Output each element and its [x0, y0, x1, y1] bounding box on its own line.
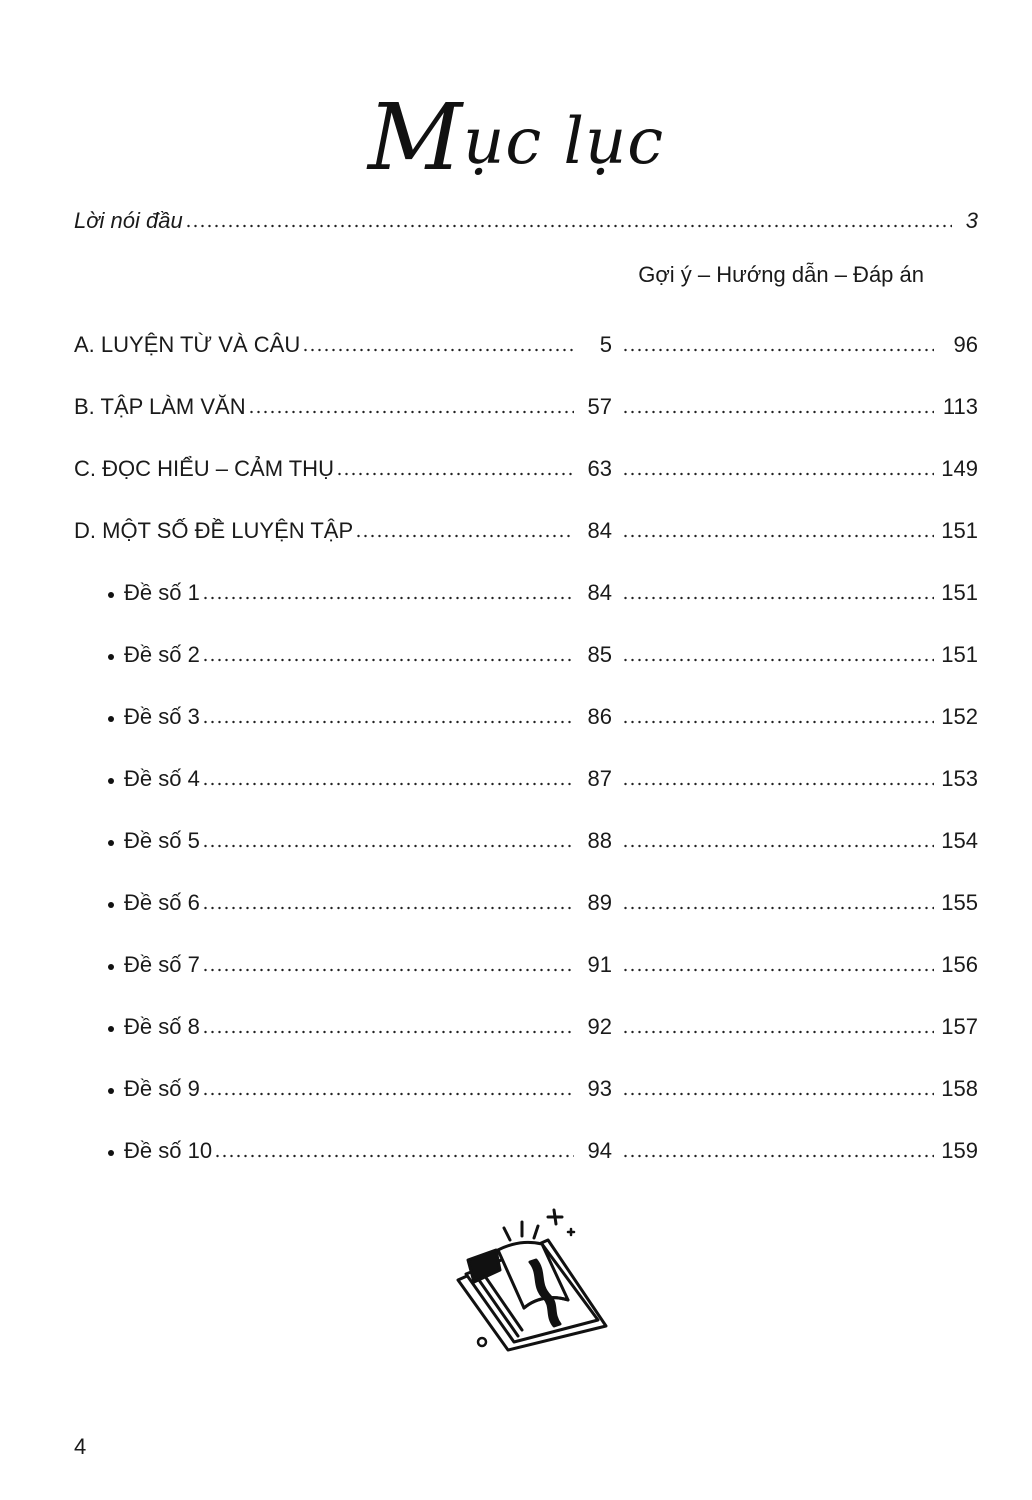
toc-page-number: 85 [587, 642, 612, 667]
toc-page-number: 91 [587, 952, 612, 977]
toc-label: B. TẬP LÀM VĂN [74, 394, 246, 419]
toc-page-number: 63 [587, 456, 612, 481]
dot-leader [622, 1029, 934, 1035]
bullet-item [74, 1076, 202, 1102]
dot-leader [622, 595, 934, 601]
toc-page-number: 94 [587, 1138, 612, 1163]
toc-sub-row[interactable] [74, 1004, 978, 1040]
dot-leader [622, 409, 934, 415]
dot-leader [622, 347, 934, 353]
toc-label: Đề số 4 [124, 766, 200, 791]
toc-answer-page-number: 156 [941, 952, 978, 977]
toc-row[interactable] [74, 446, 978, 482]
toc-label: Đề số 10 [124, 1138, 213, 1163]
toc-page-number: 86 [587, 704, 612, 729]
toc-answer-page-number: 151 [941, 580, 978, 605]
dot-leader [214, 1153, 574, 1159]
bullet-item [74, 952, 202, 978]
title-rest: ục lục [463, 105, 665, 179]
toc-answer-page-number: 96 [953, 332, 978, 357]
toc-row[interactable] [74, 508, 978, 544]
toc-answer-page-number: 153 [941, 766, 978, 791]
toc-answer-page-number: 113 [942, 394, 978, 419]
dot-leader [202, 843, 574, 849]
toc-page-number: 93 [587, 1076, 612, 1101]
dot-leader [202, 781, 574, 787]
dot-leader [336, 471, 574, 477]
toc-label: Đề số 2 [124, 642, 200, 667]
toc-answer-page-number: 151 [941, 518, 978, 543]
answer-column-legend: Gợi ý – Hướng dẫn – Đáp án [638, 262, 924, 287]
title-initial: M [367, 84, 464, 191]
bullet-item [74, 580, 202, 606]
toc-answer-page-number: 151 [941, 642, 978, 667]
toc-page-number: 89 [587, 890, 612, 915]
toc-answer-page-number: 158 [941, 1076, 978, 1101]
bullet-item [74, 642, 202, 668]
toc-sub-row[interactable] [74, 880, 978, 916]
dot-leader [622, 967, 934, 973]
page-title [0, 78, 1032, 191]
dot-leader [202, 967, 574, 973]
dot-leader [185, 223, 952, 229]
toc-row-preface[interactable] [74, 198, 978, 234]
toc-sub-row[interactable] [74, 632, 978, 668]
toc-label: Đề số 6 [124, 890, 200, 915]
toc-label: C. ĐỌC HIỂU – CẢM THỤ [74, 456, 334, 481]
toc-sub-row[interactable] [74, 1128, 978, 1164]
toc-answer-page-number: 154 [941, 828, 978, 853]
toc-answer-page-number: 149 [941, 456, 978, 481]
dot-leader [622, 1091, 934, 1097]
toc-sub-row[interactable] [74, 818, 978, 854]
dot-leader [202, 1091, 574, 1097]
dot-leader [622, 1153, 934, 1159]
dot-leader [355, 533, 574, 539]
toc-row[interactable] [74, 322, 978, 358]
toc-page-number: 88 [587, 828, 612, 853]
dot-leader [622, 905, 934, 911]
dot-leader [622, 471, 934, 477]
toc-label: Đề số 1 [124, 580, 200, 605]
toc-sub-row[interactable] [74, 1066, 978, 1102]
dot-leader [202, 905, 574, 911]
toc-label: Đề số 8 [124, 1014, 200, 1039]
bullet-item [74, 828, 202, 854]
bullet-item [74, 890, 202, 916]
toc-page-number: 87 [587, 766, 612, 791]
toc-page-number: 5 [599, 332, 612, 357]
page-number: 4 [74, 1434, 87, 1459]
dot-leader [622, 781, 934, 787]
toc-label: Lời nói đầu [74, 208, 183, 233]
toc-page-number: 84 [587, 518, 612, 543]
toc-label: Đề số 5 [124, 828, 200, 853]
dot-leader [202, 657, 574, 663]
toc-answer-page-number: 152 [941, 704, 978, 729]
bullet-item [74, 1014, 202, 1040]
dot-leader [622, 843, 934, 849]
toc-sub-row[interactable] [74, 756, 978, 792]
toc-page-number: 57 [587, 394, 612, 419]
toc-answer-page-number: 155 [941, 890, 978, 915]
toc-answer-page-number: 157 [941, 1014, 978, 1039]
toc-page-number: 92 [587, 1014, 612, 1039]
toc-label: Đề số 9 [124, 1076, 200, 1101]
toc-sub-row[interactable] [74, 694, 978, 730]
toc-answer-page-number: 159 [941, 1138, 978, 1163]
toc-row[interactable] [74, 384, 978, 420]
dot-leader [302, 347, 574, 353]
toc-sub-row[interactable] [74, 570, 978, 606]
dot-leader [248, 409, 574, 415]
toc-page-number: 3 [965, 208, 978, 233]
dot-leader [202, 719, 574, 725]
bullet-item [74, 704, 202, 730]
toc-label: Đề số 3 [124, 704, 200, 729]
open-book-icon [438, 1200, 624, 1370]
dot-leader [622, 533, 934, 539]
dot-leader [202, 1029, 574, 1035]
toc-sub-row[interactable] [74, 942, 978, 978]
toc-label: D. MỘT SỐ ĐỀ LUYỆN TẬP [74, 518, 354, 543]
dot-leader [622, 719, 934, 725]
toc-label: A. LUYỆN TỪ VÀ CÂU [74, 332, 301, 357]
toc-label: Đề số 7 [124, 952, 200, 977]
dot-leader [622, 657, 934, 663]
bullet-item [74, 1138, 214, 1164]
bullet-item [74, 766, 202, 792]
dot-leader [202, 595, 574, 601]
toc-page-number: 84 [587, 580, 612, 605]
